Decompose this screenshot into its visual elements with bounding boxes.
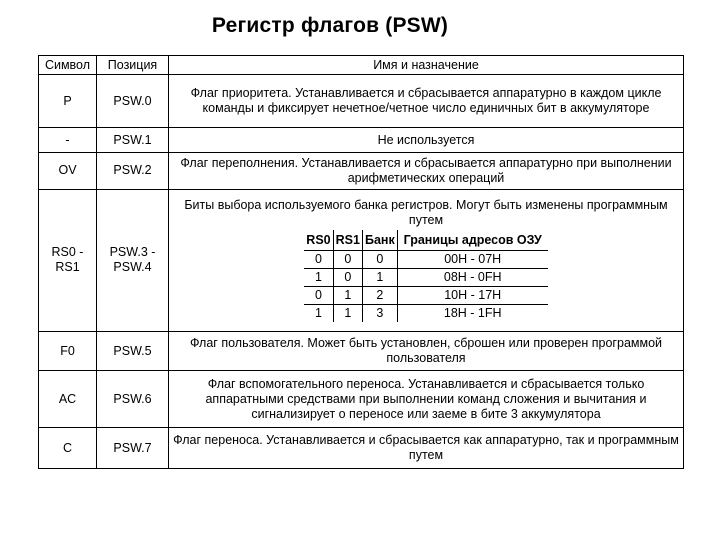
header-position: Позиция (97, 56, 169, 75)
bank-header-bank: Банк (362, 230, 397, 251)
row-description: Флаг переполнения. Устанавливается и сбрасывается аппаратурно при выполнении арифметических операций (169, 152, 684, 189)
row-position: PSW.5 (97, 332, 169, 371)
bank-header-rs1: RS1 (333, 230, 362, 251)
table-row (39, 152, 684, 189)
bank-table (304, 230, 547, 322)
row-symbol: RS0 - RS1 (39, 189, 97, 332)
bank-cell: 0 (333, 251, 362, 269)
bank-header-rs0: RS0 (304, 230, 333, 251)
row-description: Не используется (169, 128, 684, 152)
bank-row (304, 305, 547, 323)
bank-header-row (304, 230, 547, 251)
row-description: Биты выбора используемого банка регистров. Могут быть изменены программным путем (184, 198, 668, 228)
row-position: PSW.7 (97, 428, 169, 469)
bank-cell: 0 (362, 251, 397, 269)
bank-cell: 1 (304, 269, 333, 287)
row-position: PSW.0 (97, 75, 169, 128)
row-symbol: P (39, 75, 97, 128)
bank-row (304, 269, 547, 287)
bank-row (304, 251, 547, 269)
row-description: Флаг переноса. Устанавливается и сбрасывается как аппаратурно, так и программным путем (169, 428, 684, 469)
table-row (39, 332, 684, 371)
bank-cell: 3 (362, 305, 397, 323)
bank-cell: 0 (333, 269, 362, 287)
row-description: Флаг пользователя. Может быть установлен, сброшен или проверен программой пользователя (169, 332, 684, 371)
row-position: PSW.6 (97, 371, 169, 428)
bank-cell: 10H - 17H (397, 287, 548, 305)
table-row (39, 371, 684, 428)
row-position: PSW.1 (97, 128, 169, 152)
row-symbol: AC (39, 371, 97, 428)
row-position: PSW.3 - PSW.4 (97, 189, 169, 332)
bank-cell: 1 (333, 287, 362, 305)
row-description: Флаг вспомогательного переноса. Устанавливается и сбрасывается только аппаратными средствами при выполнении команд сложения и вычитания и сигнализирует о переносе или заеме в бите 3 аккумулятора (169, 371, 684, 428)
table-row (39, 75, 684, 128)
row-symbol: F0 (39, 332, 97, 371)
row-position: PSW.2 (97, 152, 169, 189)
row-symbol: C (39, 428, 97, 469)
bank-cell: 00H - 07H (397, 251, 548, 269)
bank-cell: 08H - 0FH (397, 269, 548, 287)
psw-table (38, 55, 684, 469)
page-title: Регистр флагов (PSW) (211, 14, 449, 37)
header-row (39, 56, 684, 75)
bank-cell: 1 (304, 305, 333, 323)
bank-cell: 0 (304, 287, 333, 305)
table-row (39, 128, 684, 152)
table-row (39, 428, 684, 469)
row-symbol: OV (39, 152, 97, 189)
table-row (39, 189, 684, 332)
header-symbol: Символ (39, 56, 97, 75)
bank-cell: 0 (304, 251, 333, 269)
row-description-with-bank-table (169, 189, 684, 332)
bank-cell: 1 (362, 269, 397, 287)
bank-header-address-range: Границы адресов ОЗУ (397, 230, 548, 251)
bank-cell: 18H - 1FH (443, 306, 502, 321)
row-symbol: - (39, 128, 97, 152)
header-name-purpose: Имя и назначение (169, 56, 684, 75)
row-description: Флаг приоритета. Устанавливается и сбрасывается аппаратурно в каждом цикле команды и фиксирует нечетное/четное число единичных бит в аккумуляторе (169, 75, 684, 128)
bank-row (304, 287, 547, 305)
bank-cell: 2 (362, 287, 397, 305)
bank-cell: 1 (333, 305, 362, 323)
